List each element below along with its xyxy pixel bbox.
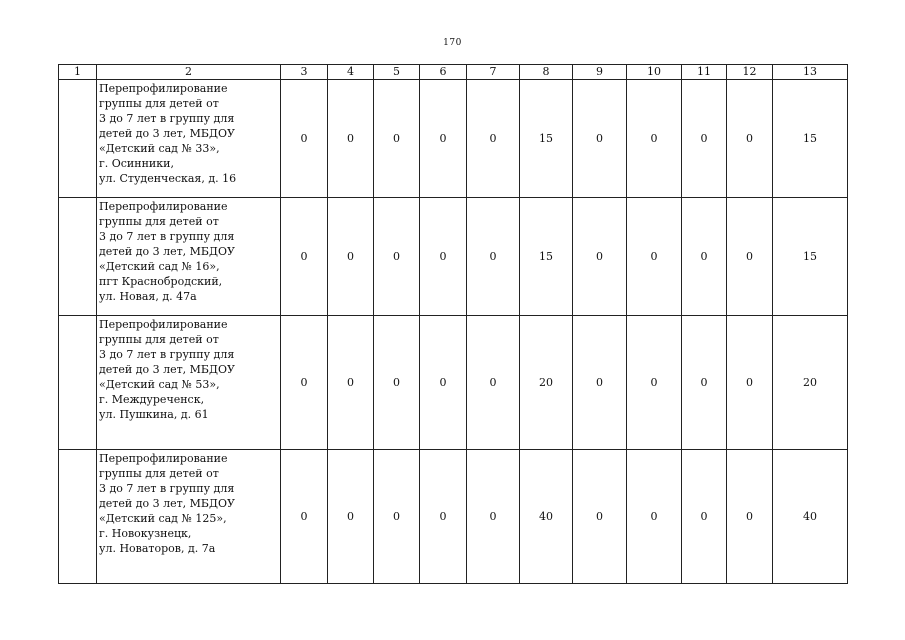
- row-number-cell: [59, 80, 97, 198]
- value-cell: 0: [573, 450, 627, 584]
- value-cell: 0: [727, 198, 773, 316]
- header-cell: 1: [59, 65, 97, 80]
- total-cell: 40: [773, 450, 848, 584]
- table-row: [59, 450, 848, 584]
- table-row: [59, 316, 848, 450]
- header-row: [59, 65, 848, 80]
- value-cell: 0: [328, 80, 374, 198]
- value-cell: 0: [467, 450, 520, 584]
- total-cell: 20: [773, 316, 848, 450]
- header-cell: 5: [374, 65, 420, 80]
- value-cell: 0: [727, 80, 773, 198]
- header-cell: 13: [773, 65, 848, 80]
- description-cell: Перепрофилирование группы для детей от 3 до 7 лет в группу для детей до 3 лет, МБДОУ «Детский сад № 16», пгт Краснобродский, ул. Новая, д. 47а: [97, 198, 281, 316]
- value-cell: 0: [281, 450, 328, 584]
- description-cell: Перепрофилирование группы для детей от 3 до 7 лет в группу для детей до 3 лет, МБДОУ «Детский сад № 33», г. Осинники, ул. Студенческая, д. 16: [97, 80, 281, 198]
- description-cell: Перепрофилирование группы для детей от 3 до 7 лет в группу для детей до 3 лет, МБДОУ «Детский сад № 125», г. Новокузнецк, ул. Новаторов, д. 7а: [97, 450, 281, 584]
- table-row: [59, 198, 848, 316]
- value-cell: 0: [420, 316, 467, 450]
- value-cell: 0: [328, 450, 374, 584]
- value-cell: 0: [682, 80, 727, 198]
- value-cell: 0: [467, 316, 520, 450]
- value-cell: 15: [520, 80, 573, 198]
- page-number: 170: [443, 38, 462, 48]
- value-cell: 0: [727, 450, 773, 584]
- header-cell: 11: [682, 65, 727, 80]
- value-cell: 0: [420, 450, 467, 584]
- data-table: [58, 64, 848, 584]
- value-cell: 0: [328, 316, 374, 450]
- value-cell: 0: [682, 316, 727, 450]
- value-cell: 0: [627, 450, 682, 584]
- header-cell: 2: [97, 65, 281, 80]
- value-cell: 0: [573, 80, 627, 198]
- value-cell: 40: [520, 450, 573, 584]
- header-cell: 6: [420, 65, 467, 80]
- header-cell: 4: [328, 65, 374, 80]
- header-cell: 12: [727, 65, 773, 80]
- header-cell: 9: [573, 65, 627, 80]
- value-cell: 0: [573, 316, 627, 450]
- value-cell: 20: [520, 316, 573, 450]
- value-cell: 0: [420, 80, 467, 198]
- value-cell: 0: [727, 316, 773, 450]
- value-cell: 0: [627, 316, 682, 450]
- value-cell: 0: [281, 80, 328, 198]
- header-cell: 10: [627, 65, 682, 80]
- value-cell: 0: [281, 316, 328, 450]
- header-cell: 7: [467, 65, 520, 80]
- value-cell: 0: [374, 198, 420, 316]
- total-cell: 15: [773, 198, 848, 316]
- value-cell: 0: [467, 198, 520, 316]
- description-cell: Перепрофилирование группы для детей от 3 до 7 лет в группу для детей до 3 лет, МБДОУ «Детский сад № 53», г. Междуреченск, ул. Пушкина, д. 61: [97, 316, 281, 450]
- value-cell: 0: [420, 198, 467, 316]
- table-row: [59, 80, 848, 198]
- total-cell: 15: [773, 80, 848, 198]
- value-cell: 0: [467, 80, 520, 198]
- value-cell: 0: [573, 198, 627, 316]
- value-cell: 0: [374, 450, 420, 584]
- row-number-cell: [59, 316, 97, 450]
- value-cell: 15: [520, 198, 573, 316]
- header-cell: 8: [520, 65, 573, 80]
- value-cell: 0: [374, 80, 420, 198]
- header-cell: 3: [281, 65, 328, 80]
- row-number-cell: [59, 450, 97, 584]
- value-cell: 0: [281, 198, 328, 316]
- value-cell: 0: [682, 450, 727, 584]
- value-cell: 0: [627, 80, 682, 198]
- value-cell: 0: [627, 198, 682, 316]
- value-cell: 0: [682, 198, 727, 316]
- value-cell: 0: [374, 316, 420, 450]
- row-number-cell: [59, 198, 97, 316]
- value-cell: 0: [328, 198, 374, 316]
